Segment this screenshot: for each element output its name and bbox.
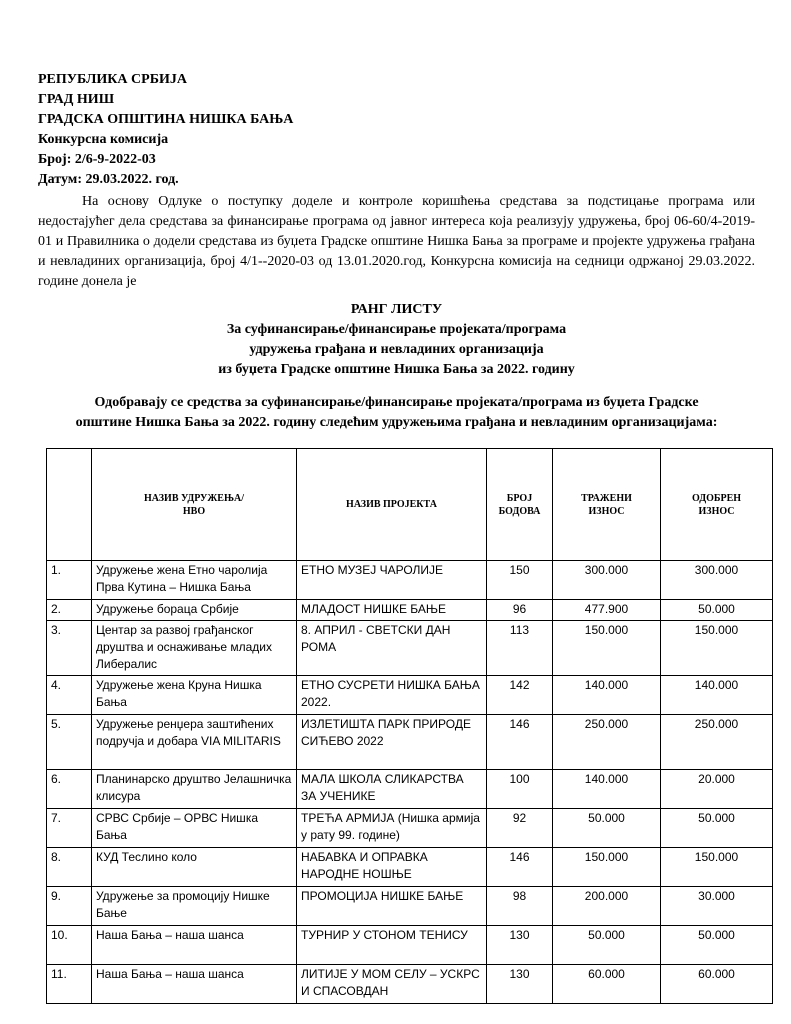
cell-points: 130 xyxy=(487,926,553,965)
table-row xyxy=(47,926,773,965)
cell-organization: Удружење бораца Србије xyxy=(92,600,297,621)
header-municipality: ГРАДСКА ОПШТИНА НИШКА БАЊА xyxy=(38,112,294,127)
title-line: РАНГ ЛИСТУ xyxy=(350,302,443,317)
cell-organization: Наша Бања – наша шанса xyxy=(92,926,297,965)
cell-organization: Удружење за промоцију Нишке Бање xyxy=(92,887,297,926)
header-commission: Конкурсна комисија xyxy=(38,132,169,147)
cell-approved: 140.000 xyxy=(661,676,773,715)
table-row xyxy=(47,715,773,770)
cell-requested: 150.000 xyxy=(553,848,661,887)
cell-organization: Центар за развој грађанског друштва и оснаживање младих Либералис xyxy=(92,621,297,676)
cell-organization: Удружење ренџера заштићених подручја и добара VIA MILITARIS xyxy=(92,715,297,770)
intro-paragraph: На основу Одлуке о поступку доделе и контроле коришћења средстава за подстицање програма или недостајућег дела средстава за финансирање програма од јавног интереса која реализују удружења, број 06-60/4-2019-01 и Правилника о додели средстава из буџета Градске општине Нишка Бања за програме и пројекте удружења грађана и невладиних организација, број 4/1--2020-03 од 13.01.2020.год, Конкурсна комисија на седници одржаној 29.03.2022. године донела је xyxy=(38,194,755,289)
cell-approved: 20.000 xyxy=(661,770,773,809)
table-row xyxy=(47,600,773,621)
cell-approved: 250.000 xyxy=(661,715,773,770)
cell-project: ИЗЛЕТИШТА ПАРК ПРИРОДЕ СИЋЕВО 2022 xyxy=(297,715,487,770)
approval-line: Одобравају се средства за суфинансирање/финансирање пројеката/програма из буџета Градске xyxy=(94,395,699,410)
cell-approved: 150.000 xyxy=(661,621,773,676)
cell-points: 92 xyxy=(487,809,553,848)
cell-approved: 150.000 xyxy=(661,848,773,887)
document-header xyxy=(38,70,293,190)
cell-project: 8. АПРИЛ - СВЕТСКИ ДАН РОМА xyxy=(297,621,487,676)
table-row xyxy=(47,887,773,926)
cell-requested: 250.000 xyxy=(553,715,661,770)
table-row xyxy=(47,848,773,887)
cell-num: 3. xyxy=(47,621,92,676)
cell-points: 142 xyxy=(487,676,553,715)
cell-organization: СРВС Србије – ОРВС Нишка Бања xyxy=(92,809,297,848)
cell-project: НАБАВКА И ОПРАВКА НАРОДНЕ НОШЊЕ xyxy=(297,848,487,887)
cell-requested: 50.000 xyxy=(553,926,661,965)
title-line: из буџета Градске општине Нишка Бања за 2022. годину xyxy=(218,362,575,377)
cell-requested: 50.000 xyxy=(553,809,661,848)
table-row xyxy=(47,676,773,715)
header-number: Број: 2/6-9-2022-03 xyxy=(38,152,156,167)
table-row xyxy=(47,561,773,600)
cell-organization: КУД Теслино коло xyxy=(92,848,297,887)
cell-points: 113 xyxy=(487,621,553,676)
title-line: За суфинансирање/финансирање пројеката/програма xyxy=(226,322,567,337)
cell-requested: 140.000 xyxy=(553,676,661,715)
cell-organization: Удружење жена Круна Нишка Бања xyxy=(92,676,297,715)
header-num xyxy=(47,449,92,561)
header-organization: НАЗИВ УДРУЖЕЊА/ НВО xyxy=(92,449,297,561)
rank-table xyxy=(46,448,773,1004)
cell-project: МЛАДОСТ НИШКЕ БАЊЕ xyxy=(297,600,487,621)
cell-organization: Наша Бања – наша шанса xyxy=(92,965,297,1004)
cell-approved: 50.000 xyxy=(661,600,773,621)
cell-approved: 30.000 xyxy=(661,887,773,926)
cell-requested: 60.000 xyxy=(553,965,661,1004)
cell-points: 146 xyxy=(487,715,553,770)
cell-approved: 60.000 xyxy=(661,965,773,1004)
cell-points: 146 xyxy=(487,848,553,887)
cell-requested: 150.000 xyxy=(553,621,661,676)
title-line: удружења грађана и невладиних организација xyxy=(249,342,544,357)
cell-project: ЕТНО СУСРЕТИ НИШКА БАЊА 2022. xyxy=(297,676,487,715)
header-approved: ОДОБРЕН ИЗНОС xyxy=(661,449,773,561)
document-title xyxy=(38,300,755,380)
cell-num: 9. xyxy=(47,887,92,926)
header-date: Датум: 29.03.2022. год. xyxy=(38,172,179,187)
cell-project: ТРЕЋА АРМИЈА (Нишка армија у рату 99. године) xyxy=(297,809,487,848)
table-row xyxy=(47,965,773,1004)
header-country: РЕПУБЛИКА СРБИЈА xyxy=(38,72,187,87)
header-requested: ТРАЖЕНИ ИЗНОС xyxy=(553,449,661,561)
cell-organization: Планинарско друштво Јелашничка клисура xyxy=(92,770,297,809)
header-points: БРОЈ БОДОВА xyxy=(487,449,553,561)
header-project: НАЗИВ ПРОЈЕКТА xyxy=(297,449,487,561)
table-row xyxy=(47,809,773,848)
cell-num: 11. xyxy=(47,965,92,1004)
cell-num: 7. xyxy=(47,809,92,848)
cell-num: 8. xyxy=(47,848,92,887)
approval-statement xyxy=(38,393,755,433)
cell-project: ЛИТИЈЕ У МОМ СЕЛУ – УСКРС И СПАСОВДАН xyxy=(297,965,487,1004)
approval-line: општине Нишка Бања за 2022. годину следећим удружењима грађана и невладиним организацијама: xyxy=(75,415,718,430)
cell-points: 98 xyxy=(487,887,553,926)
cell-project: МАЛА ШКОЛА СЛИКАРСТВА ЗА УЧЕНИКЕ xyxy=(297,770,487,809)
cell-project: ТУРНИР У СТОНОМ ТЕНИСУ xyxy=(297,926,487,965)
cell-num: 5. xyxy=(47,715,92,770)
cell-project: ПРОМОЦИЈА НИШКЕ БАЊЕ xyxy=(297,887,487,926)
cell-requested: 477.900 xyxy=(553,600,661,621)
table-row xyxy=(47,621,773,676)
table-row xyxy=(47,770,773,809)
cell-approved: 50.000 xyxy=(661,926,773,965)
cell-points: 130 xyxy=(487,965,553,1004)
cell-num: 6. xyxy=(47,770,92,809)
cell-points: 100 xyxy=(487,770,553,809)
cell-points: 96 xyxy=(487,600,553,621)
cell-requested: 200.000 xyxy=(553,887,661,926)
cell-num: 10. xyxy=(47,926,92,965)
cell-project: ЕТНО МУЗЕЈ ЧАРОЛИЈЕ xyxy=(297,561,487,600)
cell-points: 150 xyxy=(487,561,553,600)
cell-requested: 300.000 xyxy=(553,561,661,600)
cell-num: 1. xyxy=(47,561,92,600)
table-header-row xyxy=(47,449,773,561)
cell-num: 2. xyxy=(47,600,92,621)
cell-organization: Удружење жена Етно чаролија Прва Кутина – Нишка Бања xyxy=(92,561,297,600)
cell-num: 4. xyxy=(47,676,92,715)
cell-approved: 300.000 xyxy=(661,561,773,600)
cell-approved: 50.000 xyxy=(661,809,773,848)
header-city: ГРАД НИШ xyxy=(38,92,115,107)
cell-requested: 140.000 xyxy=(553,770,661,809)
